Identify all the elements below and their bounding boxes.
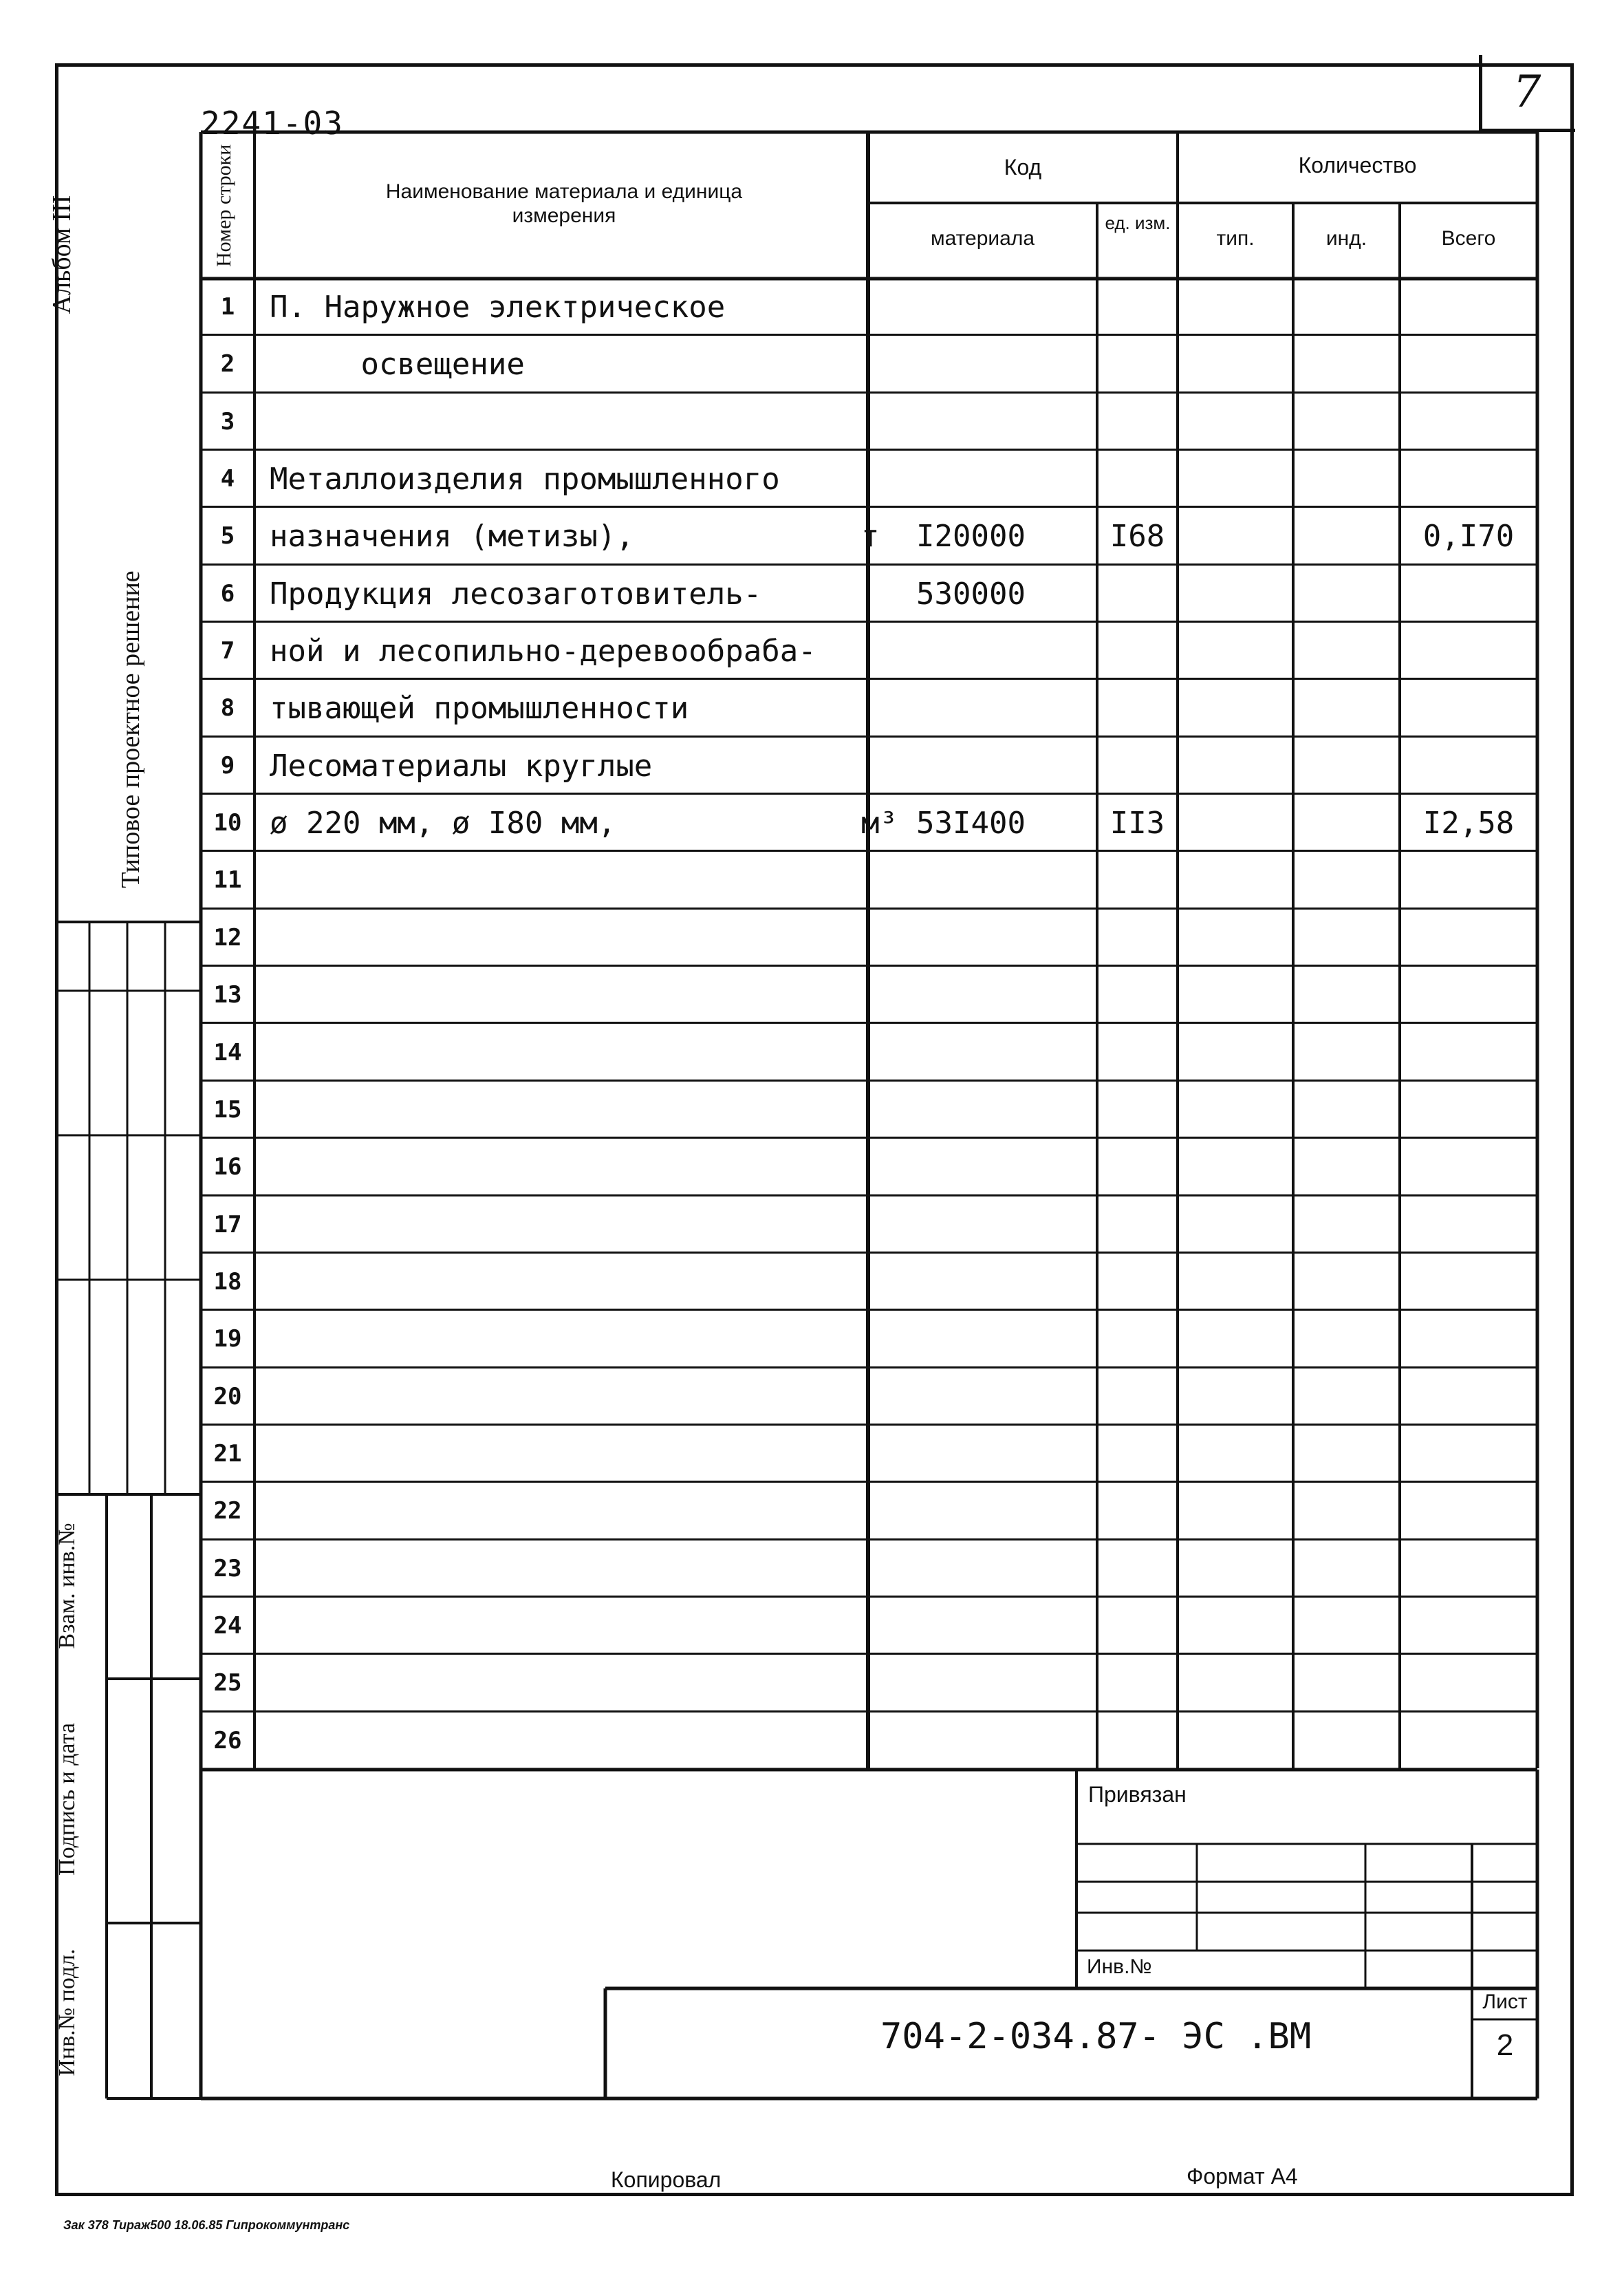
row-qty-total [1400,394,1537,451]
row-material-code [902,1483,1095,1540]
row-qty-total: 0,I70 [1422,519,1515,555]
row-number: 13 [213,981,242,1009]
row-unit-symbol: т [861,519,880,555]
row-name [270,1713,847,1770]
row-material-code [902,680,1095,737]
title-privyazan: Привязан [1088,1782,1187,1807]
row-qty-total [1400,1713,1537,1770]
row-material-code [902,967,1095,1024]
row-qty-typ [1178,1196,1293,1254]
row-name [270,1368,847,1426]
row-qty-typ [1178,1368,1293,1426]
row-number: 11 [213,866,242,894]
row-qty-typ [1178,394,1293,451]
row-unit-code [1097,1311,1178,1368]
row-qty-total [1400,738,1537,795]
row-name [270,1655,847,1712]
row-qty-ind [1293,1196,1400,1254]
row-number: 5 [220,522,235,550]
row-material-code [902,394,1095,451]
title-list-number: 2 [1496,2028,1514,2062]
table-row [201,1254,1537,1311]
row-number: 17 [213,1210,242,1238]
row-qty-ind [1293,1311,1400,1368]
row-name [270,1311,847,1368]
row-qty-total [1400,1598,1537,1655]
row-material-code [902,1540,1095,1598]
row-qty-ind [1293,738,1400,795]
row-unit-code [1097,1540,1178,1598]
table-row [201,1311,1537,1368]
row-qty-ind [1293,1024,1400,1082]
header-unit: ед. изм. [1105,213,1171,233]
row-name: Продукция лесозаготовитель- [270,576,762,612]
row-material-code [902,336,1095,393]
row-name [270,1598,847,1655]
row-unit-code [1097,1254,1178,1311]
row-qty-total [1400,680,1537,737]
row-material-code [902,451,1095,508]
header-ind: инд. [1325,227,1367,250]
row-qty-total [1400,451,1537,508]
row-qty-typ [1178,336,1293,393]
row-name [270,394,847,451]
row-unit-code [1097,1368,1178,1426]
row-unit-code [1097,967,1178,1024]
row-qty-total [1400,1483,1537,1540]
row-unit-code [1097,1713,1178,1770]
row-material-code: I20000 [916,519,1026,555]
footer-copied: Копировал [611,2167,722,2192]
row-number: 7 [220,637,235,665]
row-qty-ind [1293,1540,1400,1598]
row-name: тывающей промышленности [270,691,689,727]
row-number: 10 [213,809,242,837]
row-unit-code [1097,1426,1178,1483]
table-row [201,852,1537,909]
table-row [201,1082,1537,1139]
row-name: Лесоматериалы круглые [270,748,653,784]
row-unit-code [1097,566,1178,623]
table-row [201,1483,1537,1540]
table-row [201,1196,1537,1254]
row-qty-typ [1178,1713,1293,1770]
row-qty-typ [1178,623,1293,680]
row-qty-typ [1178,1024,1293,1082]
row-qty-typ [1178,910,1293,967]
row-qty-total [1400,336,1537,393]
table-row [201,566,1537,623]
table-row [201,738,1537,795]
row-qty-ind [1293,1655,1400,1712]
row-number: 14 [213,1038,242,1066]
row-unit-symbol: м³ [861,806,898,841]
row-material-code [902,910,1095,967]
row-qty-ind [1293,566,1400,623]
row-qty-total [1400,1139,1537,1196]
row-name [270,1024,847,1082]
header-typ: тип. [1216,227,1255,250]
table-row [201,279,1537,336]
row-unit-code [1097,1655,1178,1712]
header-row-number: Номер строки [213,144,235,267]
row-name [270,852,847,909]
row-qty-total [1400,910,1537,967]
row-qty-typ [1178,1254,1293,1311]
row-number: 16 [213,1153,242,1181]
row-unit-code [1097,1139,1178,1196]
header-total: Всего [1441,227,1496,250]
row-number: 22 [213,1497,242,1525]
row-unit-code [1097,738,1178,795]
row-number: 1 [220,293,235,321]
row-qty-typ [1178,680,1293,737]
row-material-code [902,1196,1095,1254]
title-list-label: Лист [1482,1990,1528,2013]
row-qty-ind [1293,451,1400,508]
header-code: Код [1004,155,1042,180]
row-qty-total [1400,967,1537,1024]
row-material-code [902,1655,1095,1712]
row-name: П. Наружное электрическое [270,290,726,325]
row-qty-ind [1293,336,1400,393]
row-name [270,910,847,967]
row-qty-total [1400,1024,1537,1082]
row-material-code [902,279,1095,336]
table-row [201,795,1537,852]
row-qty-typ [1178,1655,1293,1712]
table-row [201,508,1537,565]
row-number: 18 [213,1267,242,1296]
row-number: 3 [220,407,235,436]
row-qty-ind [1293,1082,1400,1139]
row-unit-code [1097,279,1178,336]
table-row [201,1540,1537,1598]
row-qty-total [1400,1426,1537,1483]
row-number: 2 [220,350,235,378]
row-unit-code [1097,680,1178,737]
row-number: 15 [213,1095,242,1124]
row-material-code [902,1254,1095,1311]
album-label: Альбом III [47,195,76,314]
row-qty-ind [1293,967,1400,1024]
row-unit-code [1097,1196,1178,1254]
row-qty-typ [1178,1483,1293,1540]
row-material-code [902,1598,1095,1655]
row-qty-typ [1178,279,1293,336]
row-number: 6 [220,579,235,608]
row-qty-typ [1178,1311,1293,1368]
row-qty-ind [1293,1598,1400,1655]
header-material: материала [930,227,1035,250]
row-number: 4 [220,465,235,493]
row-material-code [902,852,1095,909]
row-name: назначения (метизы), [270,519,634,555]
header-name: Наименование материала и единица измерения [385,180,743,227]
row-name [270,1254,847,1311]
row-qty-total [1400,852,1537,909]
row-qty-total [1400,1655,1537,1712]
row-material-code: 530000 [916,576,1026,612]
sheet-corner-number: 7 [1513,67,1541,118]
row-name [270,1196,847,1254]
row-qty-ind [1293,279,1400,336]
row-qty-total [1400,1311,1537,1368]
table-row [201,623,1537,680]
solution-label: Типовое проектное решение [116,570,145,888]
row-number: 23 [213,1554,242,1582]
row-qty-total [1400,623,1537,680]
row-material-code [902,623,1095,680]
row-material-code [902,1426,1095,1483]
row-qty-typ [1178,451,1293,508]
row-unit-code [1097,623,1178,680]
row-number: 20 [213,1382,242,1410]
row-qty-typ [1178,1540,1293,1598]
table-row [201,394,1537,451]
table-row [201,1655,1537,1712]
row-unit-code [1097,1024,1178,1082]
row-number: 25 [213,1669,242,1697]
row-qty-total [1400,279,1537,336]
row-unit-code [1097,451,1178,508]
row-name [270,1483,847,1540]
row-qty-ind [1293,1254,1400,1311]
row-material-code [902,1082,1095,1139]
row-unit-code [1097,1483,1178,1540]
row-number: 8 [220,694,235,722]
row-qty-typ [1178,508,1293,565]
row-qty-total [1400,1540,1537,1598]
row-name [270,1426,847,1483]
album-code: 2241-03 [201,105,344,142]
row-qty-typ [1178,738,1293,795]
row-number: 12 [213,923,242,952]
row-qty-ind [1293,508,1400,565]
table-row [201,1024,1537,1082]
row-qty-ind [1293,680,1400,737]
document-designation: 704-2-034.87- ЭС .ВМ [880,2016,1312,2057]
row-qty-ind [1293,795,1400,852]
row-qty-typ [1178,1598,1293,1655]
row-qty-ind [1293,852,1400,909]
side-stamp-vzam: Взам. инв.№ [54,1523,80,1649]
row-qty-typ [1178,1426,1293,1483]
table-row [201,451,1537,508]
row-qty-typ [1178,1139,1293,1196]
row-qty-ind [1293,1368,1400,1426]
row-qty-total: I2,58 [1422,806,1515,841]
table-row [201,1598,1537,1655]
footer-format: Формат А4 [1187,2164,1298,2189]
table-row [201,680,1537,737]
row-qty-ind [1293,1483,1400,1540]
row-unit-code [1097,394,1178,451]
row-qty-typ [1178,795,1293,852]
side-stamp-podpis: Подпись и дата [54,1723,80,1876]
row-qty-typ [1178,852,1293,909]
row-unit-code: I68 [1109,519,1165,555]
row-material-code [902,1311,1095,1368]
row-unit-code [1097,336,1178,393]
row-number: 24 [213,1611,242,1640]
title-inv-no: Инв.№ [1087,1955,1152,1978]
row-material-code [902,1139,1095,1196]
row-number: 9 [220,751,235,780]
table-row [201,1426,1537,1483]
row-unit-code [1097,852,1178,909]
row-qty-ind [1293,394,1400,451]
row-qty-typ [1178,566,1293,623]
row-qty-typ [1178,967,1293,1024]
row-name [270,1082,847,1139]
row-name: Металлоизделия промышленного [270,462,780,497]
row-qty-total [1400,1196,1537,1254]
row-unit-code: II3 [1109,806,1165,841]
row-number: 26 [213,1726,242,1754]
footer-print-note: Зак 378 Тираж500 18.06.85 Гипрокоммунтранс [63,2218,350,2232]
row-name: ной и лесопильно-деревообраба- [270,634,816,669]
row-material-code [902,1713,1095,1770]
row-qty-total [1400,566,1537,623]
row-material-code [902,738,1095,795]
row-qty-ind [1293,1139,1400,1196]
row-name [270,1540,847,1598]
row-qty-total [1400,1082,1537,1139]
row-unit-code [1097,910,1178,967]
row-qty-total [1400,1254,1537,1311]
table-row [201,1368,1537,1426]
row-name [270,967,847,1024]
table-row [201,967,1537,1024]
row-name: ø 220 мм, ø I80 мм, [270,806,616,841]
row-qty-typ [1178,1082,1293,1139]
row-qty-ind [1293,623,1400,680]
side-stamp-inv-podl: Инв.№ подл. [54,1948,80,2076]
row-number: 19 [213,1325,242,1353]
row-number: 21 [213,1439,242,1468]
row-material-code [902,1024,1095,1082]
row-qty-ind [1293,910,1400,967]
table-row [201,1139,1537,1196]
row-qty-ind [1293,1426,1400,1483]
row-material-code: 53I400 [916,806,1026,841]
table-row [201,336,1537,393]
table-row [201,1713,1537,1770]
row-unit-code [1097,1598,1178,1655]
header-quantity: Количество [1298,153,1417,178]
table-row [201,910,1537,967]
row-material-code [902,1368,1095,1426]
row-qty-ind [1293,1713,1400,1770]
row-name [270,1139,847,1196]
row-qty-total [1400,1368,1537,1426]
row-unit-code [1097,1082,1178,1139]
row-name: освещение [270,347,525,383]
